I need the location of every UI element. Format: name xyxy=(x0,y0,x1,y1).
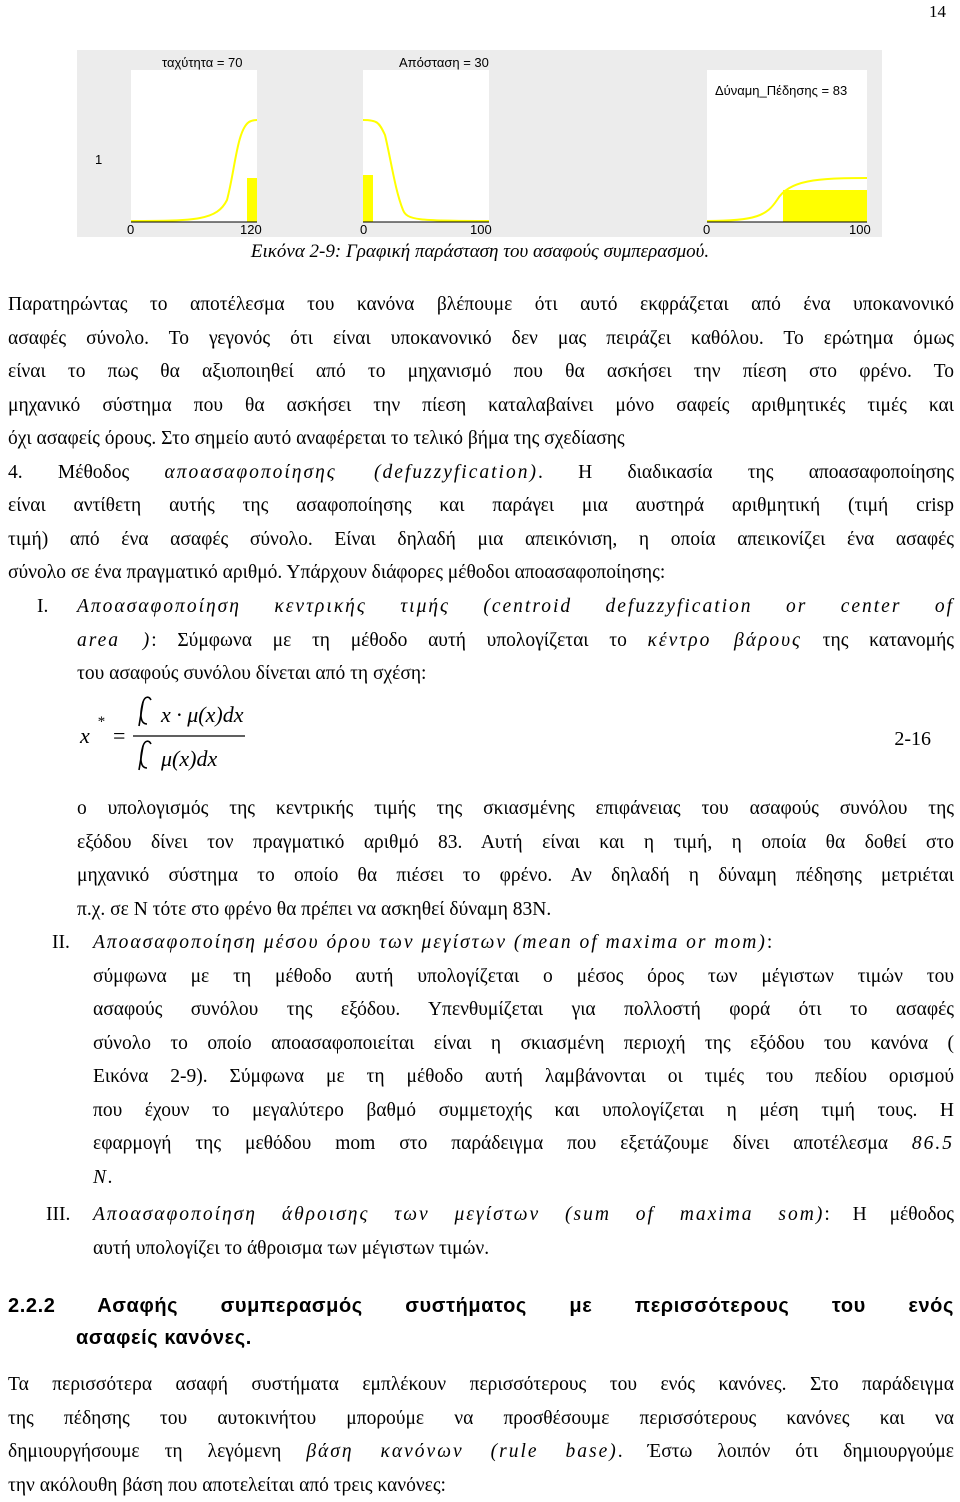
text-line: σύμφωνα με τη μέθοδο αυτή υπολογίζεται ο μέσος όρος των μέγιστων τιμών του xyxy=(93,960,954,994)
label-x0-c: 0 xyxy=(703,222,710,237)
method3-block xyxy=(93,1198,954,1265)
mom-value: 86.5 xyxy=(912,1133,954,1154)
text-line: σύνολο σε ένα πραγματικό αριθμό. Υπάρχουν διάφορες μέθοδοι αποασαφοποίησης: xyxy=(8,556,954,590)
page-number: 14 xyxy=(929,2,946,22)
rule-base-term: βάση κανόνων (rule base) xyxy=(306,1441,617,1462)
formula-centroid xyxy=(77,696,937,786)
method2-title: Αποασαφοποίηση μέσου όρου των μεγίστων (mean of maxima or mom) xyxy=(93,932,767,953)
mom-unit: N. xyxy=(93,1161,954,1195)
formula-lhs: x xyxy=(80,723,90,749)
plot-force-fill xyxy=(783,190,867,222)
step4-line: 4. Μέθοδος αποασαφοποίησης (defuzzyfication). Η διαδικασία της αποασαφοποίησης xyxy=(8,456,954,490)
text-line: ασαφές σύνολο. Το γεγονός ότι είναι υποκανονικό δεν μας πειράζει καθόλου. Το ερώτημα όμως xyxy=(8,322,954,356)
method1-block xyxy=(77,590,954,691)
formula-star: * xyxy=(97,714,105,731)
text-line: αυτή υπολογίζει το άθροισμα των μέγιστων τιμών. xyxy=(93,1232,954,1266)
text-line: εφαρμογή της μεθόδου mom στο παράδειγμα που εξετάζουμε δίνει αποτέλεσμα 86.5 xyxy=(93,1127,954,1161)
text-line: όχι ασαφείς όρους. Στο σημείο αυτό αναφέρεται το τελικό βήμα της σχεδίασης xyxy=(8,422,954,456)
text-line: που έχουν το μεγαλύτερο βαθμό συμμετοχής και υπολογίζεται η μέση τιμή τους. Η xyxy=(93,1094,954,1128)
label-x-a: 120 xyxy=(240,222,262,237)
method1-title: Αποασαφοποίηση κεντρικής τιμής (centroid defuzzyfication or center of xyxy=(77,590,954,624)
section-title-cont: ασαφείς κανόνες. xyxy=(8,1322,954,1354)
label-x-c: 100 xyxy=(849,222,871,237)
method1-explanation xyxy=(77,792,954,926)
text-line: π.χ. σε N τότε στο φρένο θα πρέπει να ασκηθεί δύναμη 83N. xyxy=(77,893,954,927)
label-speed: ταχύτητα = 70 xyxy=(162,55,243,70)
paragraph-final xyxy=(8,1368,954,1502)
plot-distance-fill xyxy=(363,175,373,222)
section-heading xyxy=(8,1290,954,1354)
text-line: της πέδησης του αυτοκινήτου μπορούμε να προσθέσουμε περισσότερους κανόνες και να xyxy=(8,1402,954,1436)
plot-speed-fill xyxy=(247,178,257,222)
figure-caption: Εικόνα 2-9: Γραφική παράσταση του ασαφούς συμπερασμού. xyxy=(0,241,960,263)
text-line: την ακόλουθη βάση που αποτελείται από τρεις κανόνες: xyxy=(8,1469,954,1502)
formula-denominator: μ(x)dx xyxy=(161,746,217,772)
text-line: τιμή) από ένα ασαφές σύνολο. Είναι δηλαδή μια απεικόνιση, η οποία απεικονίζει ένα ασαφές xyxy=(8,523,954,557)
formula-number: 2-16 xyxy=(894,728,931,751)
label-x0-b: 0 xyxy=(360,222,367,237)
text-line: σύνολο το οποίο αποασαφοποιείται είναι η σκιασμένη περιοχή της εξόδου του κανόνα ( xyxy=(93,1027,954,1061)
text-line: είναι το πως θα αξιοποιηθεί από το μηχανισμό που θα ασκήσει την πίεση στο φρένο. Το xyxy=(8,355,954,389)
label-distance: Απόσταση = 30 xyxy=(399,55,489,70)
text-line: Εικόνα 2-9). Σύμφωνα με τη μέθοδο αυτή λαμβάνονται οι τιμές του πεδίου ορισμού xyxy=(93,1060,954,1094)
section-number: 2.2.2 xyxy=(8,1295,55,1317)
method2-title-line: Αποασαφοποίηση μέσου όρου των μεγίστων (mean of maxima or mom): xyxy=(93,926,954,960)
method3-title: Αποασαφοποίηση άθροισης των μεγίστων (sum of maxima som) xyxy=(93,1204,824,1225)
label-y-one: 1 xyxy=(95,152,102,167)
method2-block xyxy=(93,926,954,1194)
method1-line2: area ): Σύμφωνα με τη μέθοδο αυτή υπολογίζεται το κέντρο βάρους της κατανομής xyxy=(77,624,954,658)
method3-numeral: III. xyxy=(46,1198,92,1232)
fuzzy-inference-figure xyxy=(77,50,882,237)
text-line: του ασαφούς συνόλου δίνεται από τη σχέση: xyxy=(77,657,954,691)
text-line: εξόδου δίνει τον πραγματικό αριθμό 83. Αυτή είναι και η τιμή, η οποία θα δοθεί στο xyxy=(77,826,954,860)
paragraph-intro xyxy=(8,288,954,590)
centre-of-gravity-term: κέντρο βάρους xyxy=(648,630,802,651)
defuzzification-term: αποασαφοποίησης (defuzzyfication) xyxy=(164,462,537,483)
method3-title-line: Αποασαφοποίηση άθροισης των μεγίστων (sum of maxima som): Η μέθοδος xyxy=(93,1198,954,1232)
label-force: Δύναμη_Πέδησης = 83 xyxy=(715,83,847,98)
label-x0-a: 0 xyxy=(127,222,134,237)
label-x-b: 100 xyxy=(470,222,492,237)
method1-numeral: I. xyxy=(37,590,77,624)
text-line: μηχανικό σύστημα που θα ασκήσει την πίεση καταλαβαίνει μόνο σαφείς αριθμητικές τιμές και xyxy=(8,389,954,423)
text-line: ασαφούς συνόλου της εξόδου. Υπενθυμίζεται για πολλοστή φορά ότι το ασαφές xyxy=(93,993,954,1027)
text-line: Παρατηρώντας το αποτέλεσμα του κανόνα βλέπουμε ότι αυτό εκφράζεται από ένα υποκανονικό xyxy=(8,288,954,322)
text-line: ο υπολογισμός της κεντρικής τιμής της σκιασμένης επιφάνειας του ασαφούς συνόλου της xyxy=(77,792,954,826)
section-title: Ασαφής συμπερασμός συστήματος με περισσότερους του ενός xyxy=(97,1295,954,1317)
method2-numeral: II. xyxy=(52,926,92,960)
text-line: δημιουργήσουμε τη λεγόμενη βάση κανόνων (rule base). Έστω λοιπόν ότι δημιουργούμε xyxy=(8,1435,954,1469)
text-line: είναι αντίθετη αυτής της ασαφοποίησης και παράγει μια αυστηρά αριθμητική (τιμή crisp xyxy=(8,489,954,523)
formula-equals: = xyxy=(113,723,125,749)
text-line: μηχανικό σύστημα το οποίο θα πιέσει το φρένο. Αν δηλαδή η δύναμη πέδησης μετριέται xyxy=(77,859,954,893)
text-line: Τα περισσότερα ασαφή συστήματα εμπλέκουν περισσότερους του ενός κανόνες. Στο παράδειγμα xyxy=(8,1368,954,1402)
plot-distance-area xyxy=(363,70,489,222)
formula-numerator: x · μ(x)dx xyxy=(161,702,244,728)
